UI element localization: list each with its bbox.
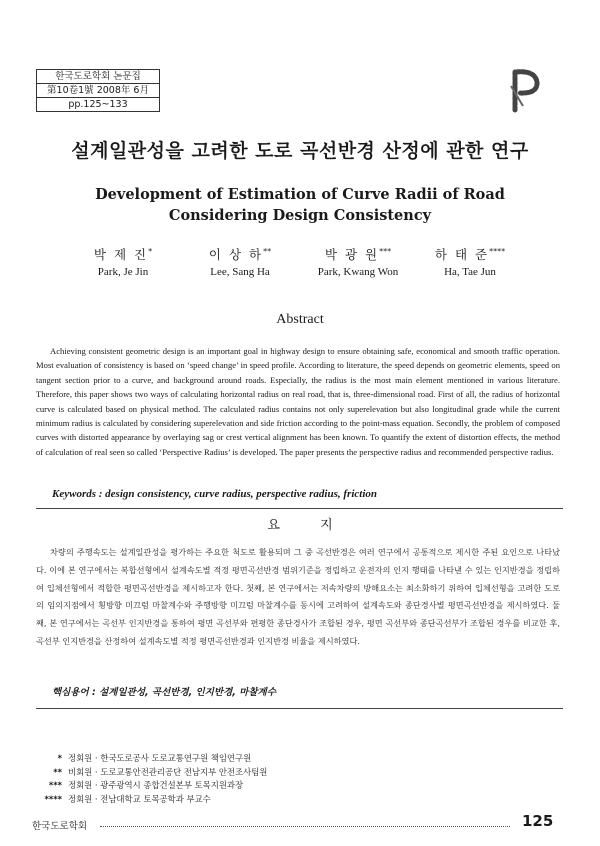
page-number: 125 (522, 812, 554, 830)
author-1-mark: * (148, 246, 153, 256)
section-divider-bottom (36, 708, 563, 709)
author-4 (400, 245, 540, 278)
journal-volume: 第10卷1號 2008年 6月 (37, 84, 159, 98)
author-1-name-en: Park, Je Jin (97, 266, 149, 278)
author-4-name-en: Ha, Tae Jun (444, 266, 496, 278)
journal-pages: pp.125~133 (68, 99, 128, 110)
footnote-1: * 정회원 · 한국도로공사 도로교통연구원 책임연구원 (57, 753, 252, 763)
korean-abstract-text: 차량의 주행속도는 설계일관성을 평가하는 주요한 척도로 활용되며 그 중 곡선반경은 여러 연구에서 공통적으로 제시한 주된 요인으로 나타났다. 이에 본 연구에서는 복합선형에서 설계속도별 적정 평면곡선반경 범위기준을 정립하고 운전자의 인지 행태를 나타낸 수 있는 인지반경을 정립하여 입체선형에서 적합한 평면곡선반경을 제시하고자 한다. 첫째, 본 연구에서는 저속차량의 방해요소는 최소화하기 위하여 입체선형을 고려한 도로의 임의지점에서 횡방향 미끄럼 마찰계수와 주행방향 미끄럼 마찰계수를 동시에 고려하여 설계속도와 종단경사별 평면곡선반경을 제시하였다. 둘째, 본 연구에서는 곡선부 인지반경을 통하여 평면 곡선부와 편평한 종단경사가 조합된 경우, 평면 곡선부와 종단곡선부가 조합된 경우를 비교한 후, 곡선부 인지반경을 산정하여 설계속도별 적정 평면곡선반경과 인지반경 비율을 제시하였다. (36, 547, 560, 646)
footnote-3: *** 정회원 · 광주광역시 종합건설본부 토목지원과장 (48, 780, 244, 790)
author-2-name-en: Lee, Sang Ha (210, 266, 270, 278)
author-3-mark: *** (379, 246, 392, 256)
keywords-korean: 핵심용어 : 설계일관성, 곡선반경, 인지반경, 마찰계수 (52, 687, 276, 698)
author-1-name-ko: 박 제 진 (93, 247, 149, 262)
title-en-line-1: Development of Estimation of Curve Radii of Road (95, 186, 505, 203)
footer-leader-dots (100, 826, 510, 827)
author-footnotes (40, 752, 440, 806)
author-4-name-ko: 하 태 준 (434, 247, 490, 262)
title-en-line-2: Considering Design Consistency (168, 207, 432, 224)
paper-title-english (0, 184, 600, 226)
author-4-mark: **** (489, 246, 506, 256)
abstract-text: Achieving consistent geometric design is an important goal in highway design to ensure obtaining safe, economical and smooth traffic operation. Most evaluation of consistency is based on ‘speed change’ in speed profile. According to literature, the speed depends on geometric elements, speed on tangent section prior to a curve, and background around roads. Especially, the radius is the most main element mentioned in various literature. Therefore, this paper shows two ways of calculating horizontal radius on real road, that is, three-dimensional road. First of all, the radius of horizontal curve is calculated based on physical method. The calculated radius contains not only superelevation but also longitudinal grade while the current minimum radius is calculated by considering superelevation and side friction according to the point-mass equation. Secondly, the problem of composed curves with distorted appearance by overlaying sag or crest vertical alignment has been known. To quantify the extent of distortion effects, the method of calculation of real seen so called ‘Perspective Radius’ is developed. The paper presents the perspective radius and recommended perspective radius. (36, 346, 560, 457)
author-3-name-ko: 박 광 원 (324, 247, 380, 262)
journal-info-box (36, 69, 160, 112)
section-divider (36, 508, 563, 509)
author-list (0, 245, 600, 285)
author-2-mark: ** (263, 246, 272, 256)
korean-abstract-heading: 요 지 (267, 518, 351, 533)
author-2-name-ko: 이 상 하 (208, 247, 264, 262)
footer-society: 한국도로학회 (32, 821, 88, 832)
paper-title-korean: 설계일관성을 고려한 도로 곡선반경 산정에 관한 연구 (71, 140, 529, 162)
abstract-heading: Abstract (276, 312, 324, 327)
journal-name: 한국도로학회 논문집 (37, 70, 159, 84)
footnote-2: ** 비회원 · 도로교통안전관리공단 전남지부 안전조사팀원 (53, 766, 268, 777)
journal-logo-icon (505, 66, 545, 114)
author-3-name-en: Park, Kwang Won (317, 266, 399, 278)
footnote-4: **** 정회원 · 전남대학교 토목공학과 부교수 (44, 793, 211, 804)
keywords-english: Keywords : design consistency, curve radius, perspective radius, friction (52, 488, 377, 500)
